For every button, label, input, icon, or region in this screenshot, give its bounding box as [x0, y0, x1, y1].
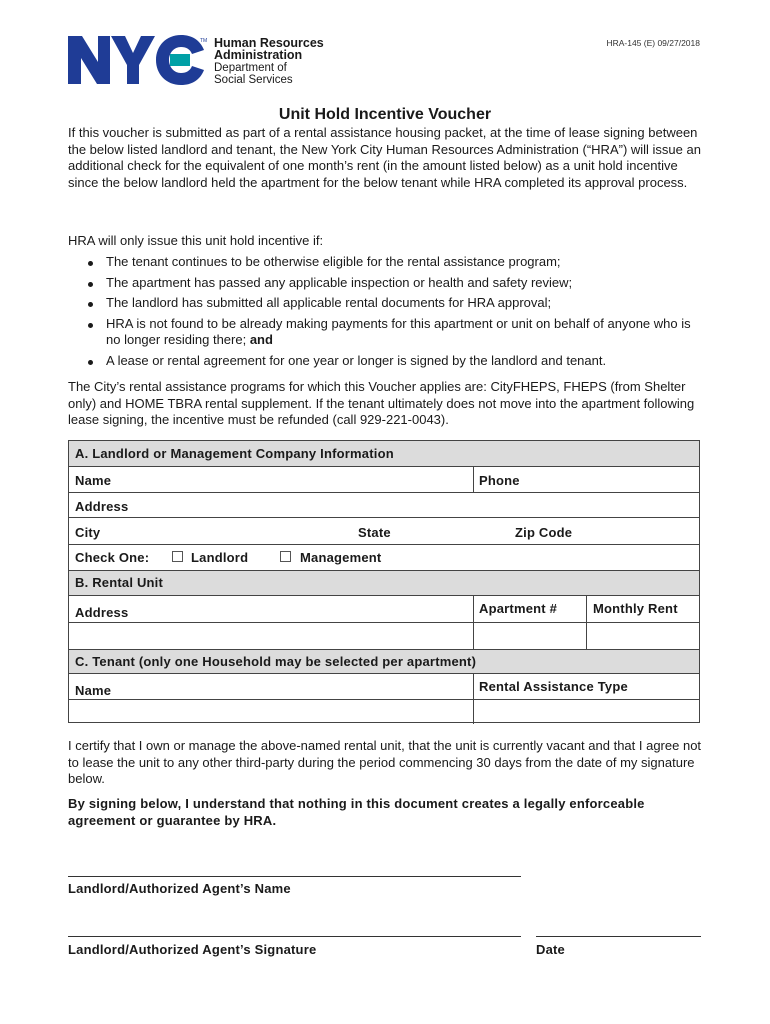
- monthly-rent-label: Monthly Rent: [593, 601, 678, 616]
- nyc-logo-letter-n: [68, 36, 110, 84]
- conditions-list: [68, 254, 698, 373]
- programs-paragraph: The City’s rental assistance programs for which this Voucher applies are: CityFHEPS, FHEPS (from Shelter only) and HOME TBRA rental supplement. If the tenant ultimately does not move into the apartment following lease signing, the incentive must be refunded (call 929-221-0043).: [68, 379, 695, 427]
- check-one-label: Check One:: [75, 550, 150, 565]
- landlord-state-label: State: [358, 525, 391, 540]
- intro-paragraph: If this voucher is submitted as part of a rental assistance housing packet, at the time of lease signing between the below listed landlord and tenant, the New York City Human Resources Administration (“HRA”) will issue an additional check for the equivalent of one month’s rent (in the amount listed below) as a unit hold incentive since the below landlord held the apartment for the below tenant while HRA completed its approval process.: [68, 125, 701, 190]
- landlord-name-label: Name: [75, 473, 112, 488]
- date-label: Date: [536, 942, 565, 957]
- voucher-form: [68, 440, 700, 723]
- agent-name-label: Landlord/Authorized Agent’s Name: [68, 881, 291, 896]
- section-b-header: [69, 570, 699, 595]
- landlord-city-label: City: [75, 525, 101, 540]
- section-a-title: A. Landlord or Management Company Information: [75, 446, 394, 461]
- landlord-phone-label: Phone: [479, 473, 520, 488]
- form-code: HRA-145 (E) 09/27/2018: [606, 38, 700, 48]
- landlord-checkbox-label: Landlord: [191, 550, 249, 565]
- condition-item: HRA is not found to be already making payments for this apartment or unit on behalf of anyone who is no longer residing there; and: [68, 316, 698, 349]
- nyc-logo-accent: [170, 54, 190, 66]
- condition-item: The landlord has submitted all applicable rental documents for HRA approval;: [68, 295, 698, 312]
- tenant-name-label: Name: [75, 683, 112, 698]
- agency-name-line1: Human Resources: [214, 36, 324, 50]
- rental-assistance-type-label: Rental Assistance Type: [479, 679, 628, 694]
- section-c-title: C. Tenant (only one Household may be selected per apartment): [75, 654, 477, 669]
- landlord-checkbox[interactable]: [172, 551, 183, 562]
- management-checkbox[interactable]: [280, 551, 291, 562]
- nyc-logo: [66, 34, 208, 86]
- apartment-number-label: Apartment #: [479, 601, 558, 616]
- unit-address-label: Address: [75, 605, 129, 620]
- conditions-intro: HRA will only issue this unit hold incentive if:: [68, 233, 324, 248]
- condition-item: The tenant continues to be otherwise eligible for the rental assistance program;: [68, 254, 698, 271]
- document-title: Unit Hold Incentive Voucher: [278, 106, 492, 123]
- condition-item: A lease or rental agreement for one year or longer is signed by the landlord and tenant.: [68, 353, 698, 370]
- agent-signature-label: Landlord/Authorized Agent’s Signature: [68, 942, 317, 957]
- agent-signature-line[interactable]: [68, 936, 521, 937]
- agency-dept-line1: Department of: [214, 62, 287, 74]
- condition-and: and: [249, 332, 273, 347]
- condition-item: The apartment has passed any applicable inspection or health and safety review;: [68, 275, 698, 292]
- section-b-title: B. Rental Unit: [75, 575, 164, 590]
- nyc-logo-letter-y: [111, 36, 155, 84]
- management-checkbox-label: Management: [300, 550, 382, 565]
- date-line[interactable]: [536, 936, 701, 937]
- landlord-zip-label: Zip Code: [515, 525, 573, 540]
- certify-paragraph: I certify that I own or manage the above-named rental unit, that the unit is currently vacant and that I agree not to lease the unit to any other third-party during the period commencing 30 days from the date of my signature below.: [68, 738, 702, 786]
- agency-dept-line2: Social Services: [214, 74, 293, 86]
- agency-name-line2: Administration: [214, 48, 303, 62]
- svg-text:TM: TM: [200, 38, 208, 44]
- signing-statement: By signing below, I understand that nothing in this document creates a legally enforceable agreement or guarantee by HRA.: [68, 796, 645, 828]
- landlord-address-label: Address: [75, 499, 129, 514]
- agent-name-line[interactable]: [68, 876, 521, 877]
